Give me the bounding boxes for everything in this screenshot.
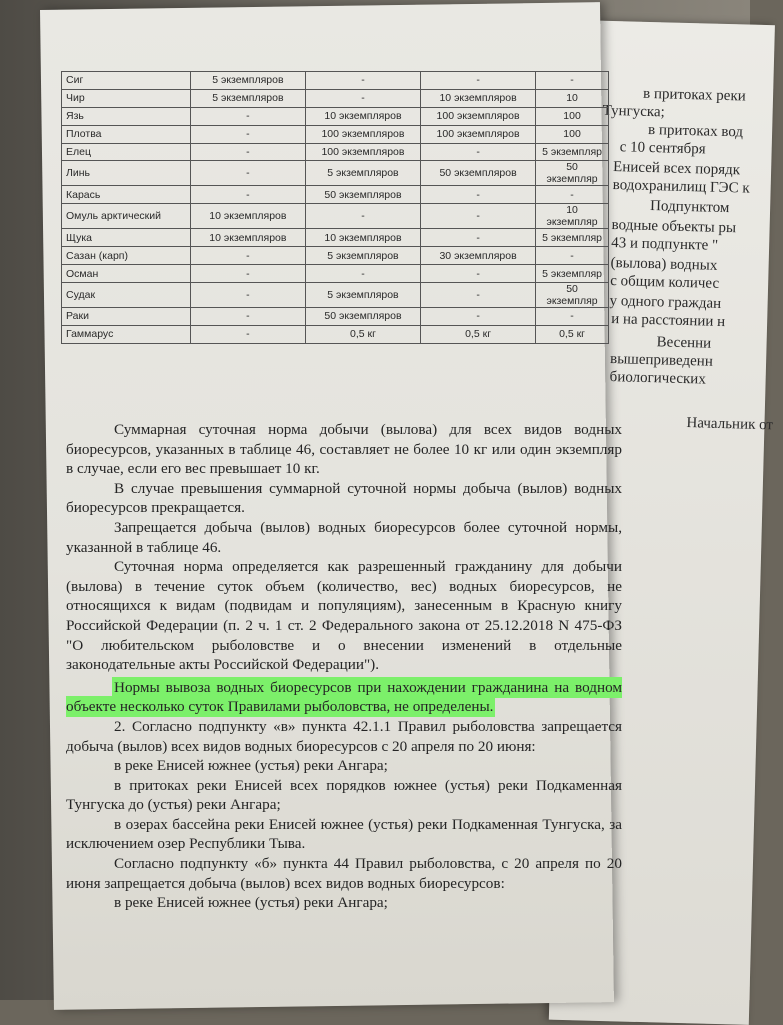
table-row bbox=[62, 247, 609, 265]
right-line: (вылова) водных bbox=[610, 255, 718, 274]
norm-cell: 50 экземпляров bbox=[421, 161, 536, 186]
paragraph: Суточная норма определяется как разрешенный гражданину для добычи (вылова) в течение суток объем (количество, вес) водных биоресурсов, не относящихся к видам (подвидам и популяциям), занесенным в Красную книгу Российской Федерации (п. 2 ч. 1 ст. 2 Федерального закона от 25.12.2018 N 475-ФЗ "О любительском рыболовстве и о внесении изменений в отдельные законодательные акты Российской Федерации"). bbox=[66, 558, 622, 674]
table-row bbox=[62, 204, 609, 229]
paragraph: Запрещается добыча (вылов) водных биоресурсов более суточной нормы, указанной в таблице 46. bbox=[66, 518, 622, 556]
paragraph: в озерах бассейна реки Енисей южнее (устья) реки Подкаменная Тунгуска, за исключением озер Республики Тыва. bbox=[66, 815, 622, 853]
species-cell: Гаммарус bbox=[62, 325, 191, 343]
right-line: и на расстоянии н bbox=[610, 311, 726, 331]
right-line: с общим количес bbox=[609, 273, 720, 292]
norm-cell: - bbox=[536, 186, 609, 204]
norm-cell: 10 экземпляров bbox=[190, 229, 305, 247]
norm-cell: - bbox=[305, 265, 420, 283]
right-line: Начальник от bbox=[686, 415, 774, 434]
right-line: биологических bbox=[609, 369, 707, 388]
norm-cell: 5 экземпляр bbox=[536, 229, 609, 247]
species-cell: Омуль арктический bbox=[62, 204, 191, 229]
norm-cell: 50 экземпляров bbox=[305, 308, 420, 326]
species-cell: Елец bbox=[62, 143, 191, 161]
norm-cell: 50 экземпляров bbox=[305, 186, 420, 204]
norm-cell: 5 экземпляров bbox=[190, 89, 305, 107]
right-line: Енисей всех порядк bbox=[612, 159, 741, 179]
norm-cell: 50 экземпляр bbox=[536, 161, 609, 186]
paragraph: 2. Согласно подпункту «в» пункта 42.1.1 Правил рыболовства запрещается добыча (вылов) всех видов водных биоресурсов с 20 апреля по 20 июня: bbox=[66, 717, 622, 755]
table-row bbox=[62, 186, 609, 204]
norm-cell: 100 bbox=[536, 107, 609, 125]
right-line: с 10 сентября bbox=[619, 139, 706, 158]
norm-cell: 5 экземпляр bbox=[536, 265, 609, 283]
norm-cell: - bbox=[421, 283, 536, 308]
norm-cell: - bbox=[536, 247, 609, 265]
norm-cell: 5 экземпляр bbox=[536, 143, 609, 161]
norm-cell: 10 экземпляров bbox=[190, 204, 305, 229]
species-cell: Плотва bbox=[62, 125, 191, 143]
species-cell: Судак bbox=[62, 283, 191, 308]
norm-cell: - bbox=[305, 204, 420, 229]
paragraph: Суммарная суточная норма добычи (вылова) для всех видов водных биоресурсов, указанных в таблице 46, составляет не более 10 кг или один экземпляр в случае, если его вес превышает 10 кг. bbox=[66, 421, 622, 478]
norm-cell: 5 экземпляров bbox=[190, 72, 305, 90]
paragraph: Согласно подпункту «б» пункта 44 Правил рыболовства, с 20 апреля по 20 июня запрещается добыча (вылов) всех видов водных биоресурсов: bbox=[66, 855, 622, 892]
paragraph: в реке Енисей южнее (устья) реки Ангара; bbox=[114, 757, 388, 775]
catch-norms-table bbox=[61, 71, 609, 344]
norm-cell: - bbox=[305, 89, 420, 107]
norm-cell: - bbox=[190, 125, 305, 143]
right-line: Весенни bbox=[656, 334, 712, 352]
norm-cell: 100 экземпляров bbox=[421, 125, 536, 143]
document-body bbox=[66, 420, 622, 913]
right-line: водохранилищ ГЭС к bbox=[612, 177, 750, 197]
norm-cell: - bbox=[421, 72, 536, 90]
table-row bbox=[62, 89, 609, 107]
right-line: вышеприведенн bbox=[609, 351, 714, 370]
table-row bbox=[62, 107, 609, 125]
table-row bbox=[62, 308, 609, 326]
species-cell: Щука bbox=[62, 229, 191, 247]
norm-cell: - bbox=[421, 229, 536, 247]
norm-cell: 5 экземпляров bbox=[305, 247, 420, 265]
table-row bbox=[62, 265, 609, 283]
table-row bbox=[62, 325, 609, 343]
table-row bbox=[62, 283, 609, 308]
norm-cell: 10 bbox=[536, 89, 609, 107]
norm-cell: - bbox=[190, 308, 305, 326]
norm-cell: - bbox=[190, 247, 305, 265]
right-line: Тунгуска; bbox=[602, 102, 665, 121]
norm-cell: - bbox=[190, 325, 305, 343]
paragraph: в реке Енисей южнее (устья) реки Ангара; bbox=[114, 894, 388, 912]
species-cell: Язь bbox=[62, 107, 191, 125]
species-cell: Сиг bbox=[62, 72, 191, 90]
table-row bbox=[62, 161, 609, 186]
norm-cell: 50 экземпляр bbox=[536, 283, 609, 308]
norm-cell: - bbox=[190, 107, 305, 125]
norm-cell: 100 bbox=[536, 125, 609, 143]
right-line: водные объекты ры bbox=[611, 217, 737, 237]
norm-cell: 10 экземпляров bbox=[305, 229, 420, 247]
norm-cell: - bbox=[421, 308, 536, 326]
table-row bbox=[62, 72, 609, 90]
right-line: 43 и подпункте " bbox=[610, 235, 719, 254]
norm-cell: - bbox=[190, 265, 305, 283]
paragraph: в притоках реки Енисей всех порядков южнее (устья) реки Подкаменная Тунгуска до (устья) реки Ангара; bbox=[66, 776, 622, 814]
species-cell: Осман bbox=[62, 265, 191, 283]
norm-cell: - bbox=[421, 186, 536, 204]
norm-cell: 0,5 кг bbox=[536, 325, 609, 343]
norm-cell: - bbox=[421, 143, 536, 161]
norm-cell: - bbox=[305, 72, 420, 90]
norm-cell: 100 экземпляров bbox=[305, 125, 420, 143]
highlighted-paragraph bbox=[66, 678, 622, 717]
norm-cell: - bbox=[190, 143, 305, 161]
table-row bbox=[62, 143, 609, 161]
paragraph: В случае превышения суммарной суточной нормы добыча (вылов) водных биоресурсов прекращается. bbox=[66, 479, 622, 517]
table-row bbox=[62, 229, 609, 247]
norm-cell: 100 экземпляров bbox=[305, 143, 420, 161]
norm-cell: - bbox=[190, 161, 305, 186]
species-cell: Раки bbox=[62, 308, 191, 326]
norm-cell: 0,5 кг bbox=[305, 325, 420, 343]
norm-cell: - bbox=[536, 72, 609, 90]
species-cell: Чир bbox=[62, 89, 191, 107]
norm-cell: - bbox=[421, 204, 536, 229]
species-cell: Сазан (карп) bbox=[62, 247, 191, 265]
norm-cell: - bbox=[190, 283, 305, 308]
norm-cell: 0,5 кг bbox=[421, 325, 536, 343]
norm-cell: 100 экземпляров bbox=[421, 107, 536, 125]
highlight-text: Нормы вывоза водных биоресурсов при нахождении гражданина на водном объекте несколько суток Правилами рыболовства, не определены. bbox=[66, 678, 622, 716]
norm-cell: - bbox=[421, 265, 536, 283]
norm-cell: 30 экземпляров bbox=[421, 247, 536, 265]
norm-cell: 10 экземпляр bbox=[536, 204, 609, 229]
right-line: в притоках реки bbox=[642, 85, 746, 105]
species-cell: Карась bbox=[62, 186, 191, 204]
norm-cell: - bbox=[536, 308, 609, 326]
right-line: у одного граждан bbox=[609, 293, 722, 312]
species-cell: Линь bbox=[62, 161, 191, 186]
norm-cell: - bbox=[190, 186, 305, 204]
norm-cell: 5 экземпляров bbox=[305, 161, 420, 186]
right-line: Подпунктом bbox=[649, 198, 730, 217]
right-line: в притоках вод bbox=[647, 121, 744, 141]
table-row bbox=[62, 125, 609, 143]
norm-cell: 10 экземпляров bbox=[305, 107, 420, 125]
norm-cell: 5 экземпляров bbox=[305, 283, 420, 308]
norm-cell: 10 экземпляров bbox=[421, 89, 536, 107]
